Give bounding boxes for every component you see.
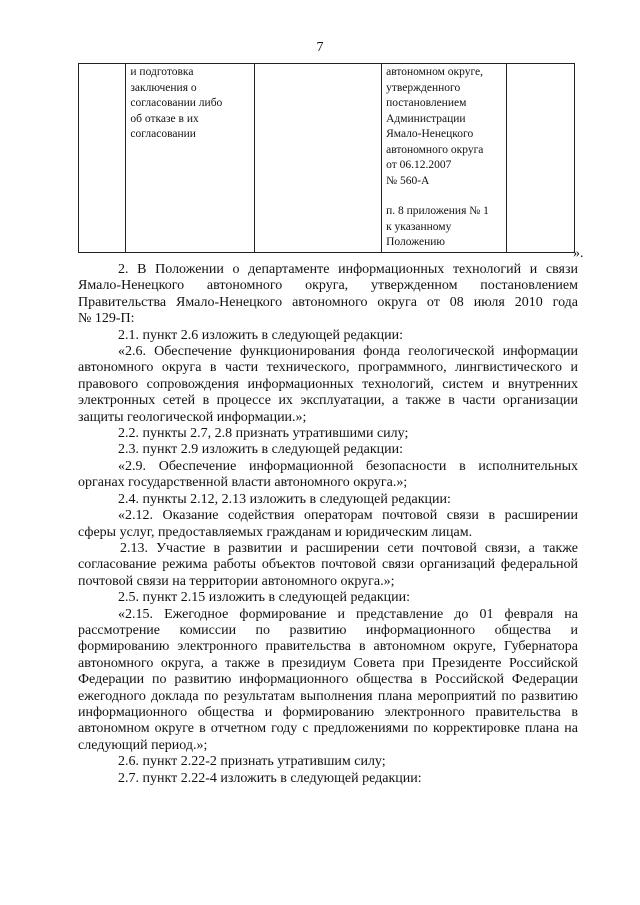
text-line: «2.6. Обеспечение функционирования фонда геологической информации: [118, 344, 578, 360]
cell-text-line: утвержденного: [386, 81, 461, 94]
page-number: 7: [316, 40, 324, 55]
text-line: 2.2. пункты 2.7, 2.8 признать утратившими силу;: [118, 426, 409, 442]
cell-text-line: Ямало-Ненецкого: [386, 128, 474, 140]
cell-text-line: заключения о: [130, 81, 197, 94]
text-line: защиты геологической информации.»;: [78, 409, 307, 425]
table-cell-2: [126, 64, 255, 253]
text-line: ежегодного доклада по результатам выполнения плана мероприятий по развитию: [78, 688, 578, 704]
text-line: Ямало-Ненецкого автономного округа, утвержденном постановлением: [78, 278, 578, 294]
table-cell-1: [79, 64, 126, 253]
text-line: автономного округа в части технического, программного, лингвистического и: [78, 360, 578, 376]
cell-text-line: п. 8 приложения № 1: [386, 205, 489, 217]
cell-spacer: [386, 189, 502, 204]
text-line: следующий период.»;: [78, 737, 208, 753]
text-line: № 129-П:: [78, 311, 135, 327]
text-line: формированию электронного правительства в автономном округе, Губернатора: [78, 639, 578, 655]
cell-text-line: автономном округе,: [386, 66, 483, 78]
text-line: правового сопровождения информационных технологий, систем и внутренних: [78, 376, 578, 392]
cell-text-line: Администрации: [386, 112, 466, 125]
text-line: 2.3. пункт 2.9 изложить в следующей редакции:: [118, 442, 403, 458]
text-line: Правительства Ямало-Ненецкого автономного округа от 08 июля 2010 года: [78, 294, 578, 310]
text-line: согласование режима работы объектов почтовой связи организаций федеральной: [78, 557, 578, 573]
cell-text-line: № 560-А: [386, 174, 430, 187]
text-line: 2.4. пункты 2.12, 2.13 изложить в следующей редакции:: [118, 491, 451, 507]
cell-text-line: об отказе в их: [130, 112, 199, 125]
text-line: информационного общества и формированию электронного правительства в: [78, 704, 578, 720]
cell-text-line: от 06.12.2007: [386, 159, 452, 171]
continuation-table: [78, 63, 575, 253]
table-cell-5: [506, 64, 574, 253]
text-line: автономного округа, а также в президиум Совета при Президенте Российской: [78, 655, 578, 671]
text-line: органах государственной власти автономного округа.»;: [78, 475, 408, 491]
cell-text-line: согласовании либо: [130, 97, 223, 109]
cell-text-line: согласовании: [130, 128, 196, 140]
document-body: [78, 262, 578, 787]
text-line: сферы услуг, предоставляемых гражданам и юридическим лицам.: [78, 524, 473, 540]
text-line: 2.1. пункт 2.6 изложить в следующей редакции:: [118, 327, 403, 343]
closing-quote: ».: [573, 246, 584, 261]
text-line: «2.12. Оказание содействия операторам почтовой связи в расширении: [118, 508, 578, 524]
cell-text-line: к указанному: [386, 220, 452, 233]
cell-text-line: Положению: [386, 236, 445, 248]
cell-text-line: автономного округа: [386, 143, 484, 156]
text-line: рассмотрение комиссии по развитию информационного общества и: [78, 622, 578, 638]
text-line: 2.6. пункт 2.22-2 признать утратившим силу;: [118, 754, 386, 770]
table-cell-4: [382, 64, 507, 253]
text-line: «2.9. Обеспечение информационной безопасности в исполнительных: [118, 458, 578, 474]
text-line: автономном округе в отчетном году с предложениями по корректировке плана на: [78, 721, 578, 737]
cell-text-line: и подготовка: [130, 66, 194, 78]
text-line: 2.7. пункт 2.22-4 изложить в следующей редакции:: [118, 770, 422, 786]
table-row: [79, 64, 575, 253]
text-line: 2.5. пункт 2.15 изложить в следующей редакции:: [118, 590, 410, 606]
text-line: электронных сетей в процессе их эксплуатации, а также в части организации: [78, 393, 578, 409]
table-cell-3: [254, 64, 381, 253]
text-line: Федерации по развитию информационного общества в Российской Федерации: [78, 672, 578, 688]
text-line: 2.13. Участие в развитии и расширении сети почтовой связи, а также: [120, 540, 578, 556]
text-line: «2.15. Ежегодное формирование и представление до 01 февраля на: [118, 606, 578, 622]
cell-text-line: постановлением: [386, 97, 467, 109]
text-line: почтовой связи на территории автономного округа.»;: [78, 573, 395, 589]
text-line: 2. В Положении о департаменте информационных технологий и связи: [118, 262, 578, 277]
